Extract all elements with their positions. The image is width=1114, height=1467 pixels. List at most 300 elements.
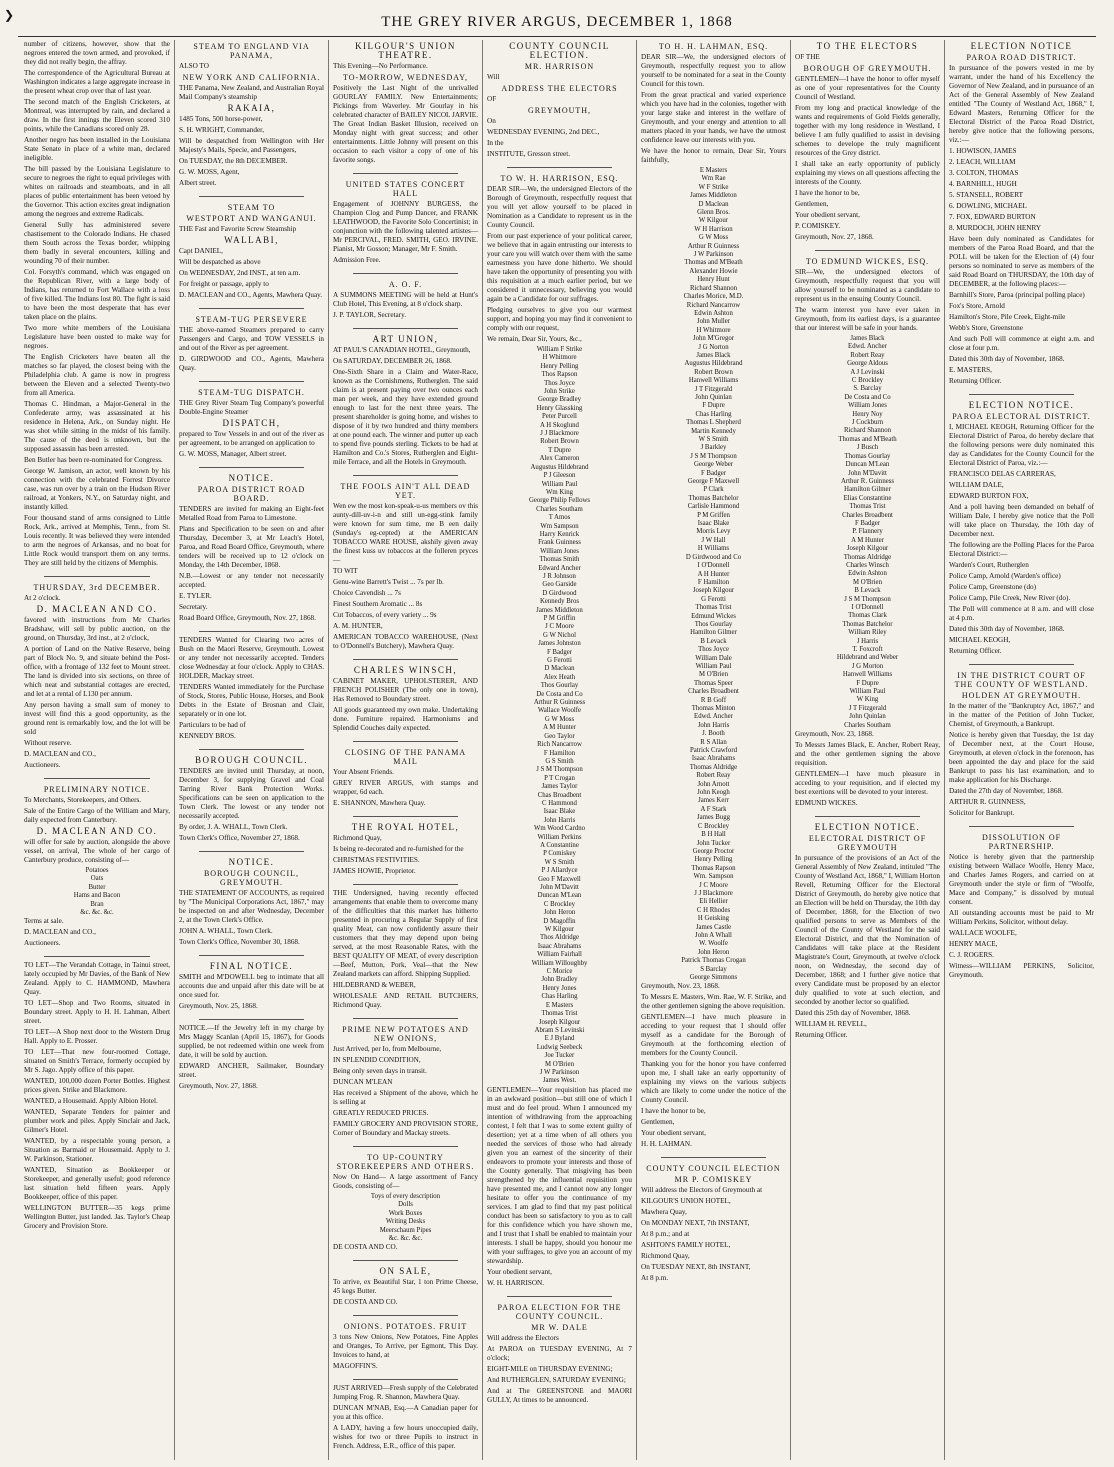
list-item: Police Camp, Pile Creek, New River (do). xyxy=(949,594,1071,602)
list-item: Arthur R Guinness xyxy=(687,242,740,250)
list-item: P T Crogan xyxy=(544,774,575,782)
list-item: Ludwig Seebeck xyxy=(536,1043,583,1051)
ad-signature: Returning Officer. xyxy=(949,647,1002,655)
column-1 xyxy=(20,40,174,1460)
ad-heading: KILGOUR'S UNION THEATRE. xyxy=(355,41,456,60)
list-item: Thos Gourlay xyxy=(694,620,733,628)
ship-name: RAKAIA, xyxy=(227,103,276,113)
ad-line: GREATLY REDUCED PRICES. xyxy=(333,1109,429,1117)
ad-signature: J. P. TAYLOR, Secretary. xyxy=(333,311,407,319)
list-item: J W Parkinson xyxy=(539,1068,580,1076)
list-item: D Girdwood xyxy=(542,589,577,597)
ad-steam-panama xyxy=(179,40,324,190)
ad-line: I have the honor to be, xyxy=(795,189,860,197)
list-item: G W Moss xyxy=(698,234,729,242)
list-item: Joseph Kilgour xyxy=(692,587,735,595)
ad-subheading: ADDRESS THE ELECTORS xyxy=(501,84,618,93)
news-paragraph: The English Cricketers have beaten all the matches so far played, the closest being with the Philadelphia club. A game is now in progress between the Eleven and a selected Twenty-two from all America. xyxy=(24,353,170,397)
ad-signature: P. COMISKEY. xyxy=(795,222,841,230)
ad-signature: MAGOFFIN'S. xyxy=(333,1362,378,1371)
list-item: C Hammond xyxy=(542,799,577,807)
classified-ad: WANTED, by a respectable young person, a Situation as Barmaid or Housemaid. Apply to J. W. Parkinson, Stationer. xyxy=(24,1137,170,1164)
divider xyxy=(199,749,304,750)
list-item: Henry Jones xyxy=(542,984,577,992)
divider xyxy=(507,1296,612,1297)
ad-line: Is being re-decorated and re-furnished for the xyxy=(333,845,464,853)
classified-ads xyxy=(24,961,170,1233)
list-item: J C Moore xyxy=(545,623,574,631)
list-item: James Middleton xyxy=(690,192,737,200)
list-item: William Paul xyxy=(695,662,732,670)
ad-heading: PAROA ELECTION FOR THE COUNTY COUNCIL. xyxy=(497,1302,622,1321)
list-item: G Ferotti xyxy=(701,595,726,603)
list-item: G S Smith xyxy=(545,757,574,765)
ad-body: TENDERS Wanted immediately for the Purchase of Stock, Stores, Public House, Horses, and Book Debts in the Estate of Brosnan and Clair, separately or in one lot. xyxy=(179,683,324,718)
classified-ad: WELLINGTON BUTTER—35 kegs prime Wellington Butter, just landed. Jas. Taylor's Cheap Grocery and Provision Store. xyxy=(24,1204,170,1231)
ad-tug-persevere xyxy=(179,313,324,375)
list-item: Oats xyxy=(90,875,104,883)
ad-heading: NOTICE. xyxy=(228,857,275,867)
list-item: Hanwell Williams xyxy=(842,671,893,679)
ad-body: GENTLEMEN—I have much pleasure in acceding to your request that I should offer myself as a candidate for the Borough of Greymouth at the forthcoming election of members for the County Council. xyxy=(641,1013,786,1058)
ad-line: Your Absent Friends. xyxy=(333,768,394,776)
list-item: William Paul xyxy=(541,480,578,488)
list-item: Charles Morice, M.D. xyxy=(683,293,744,301)
list-item: Robert Reay xyxy=(850,351,885,359)
ad-signature: W. H. HARRISON. xyxy=(487,1278,545,1287)
ad-body: THE Undersigned, having recently effected arrangements that enable them to overcome many of the difficulties that this market has hitherto presented in procuring a Regular Supply of first quality Meat, can now confidently assure their customers that they may depend upon being served, at the most Reasonable Rates, with the BEST QUALITY OF MEAT, of every description—Beef, Mutton, Pork, Veal—that the New Zealand markets can afford. Shipping Supplied. xyxy=(333,889,478,978)
list-item: J. Booth xyxy=(702,730,725,738)
list-item: T Dupre xyxy=(548,446,571,454)
ad-line: At PAROA on TUESDAY EVENING, At 7 o'clock; xyxy=(487,1344,632,1362)
ad-body: TENDERS Wanted for Clearing two acres of Bush on the Maori Reserve, Greymouth. Lowest or any tender not necessarily accepted. Tenders close Wednesday at four o'clock. Apply to CHAS. HOLDER, Mackay street. xyxy=(179,636,324,680)
price-line: Genu-wine Barrett's Twist ... 7s per lb. xyxy=(333,578,444,586)
ad-line: S. H. WRIGHT, Commander, xyxy=(179,126,265,134)
ad-line: On WEDNESDAY, 2nd INST., at ten a.m. xyxy=(179,269,301,277)
election-notice-paroa-road xyxy=(949,40,1094,388)
ad-signature: DUNCAN M'LEAN xyxy=(333,1078,393,1086)
news-paragraph: Four thousand stand of arms consigned to Little Rock, Ark., arrived at Memphis, Tenn., from St. Louis recently. It was believed they were intended to arm the negroes of Arkansas, and no boat for Little Rock would transport them on any terms. They are still held by the citizens of Memphis. xyxy=(24,514,170,567)
list-item: Kennedy Bros xyxy=(539,598,580,606)
preliminary-notice xyxy=(24,783,170,950)
list-item: Isaac Abrahams xyxy=(691,755,736,763)
ad-line: Your obedient servant, xyxy=(795,211,860,219)
list-item: Charles Broadbent xyxy=(688,688,739,696)
ad-subheading: TO-MORROW, WEDNESDAY, xyxy=(342,73,469,82)
address-comiskey xyxy=(795,40,940,244)
ad-line: CHRISTMAS FESTIVITIES. xyxy=(333,856,420,864)
list-item: Augustus Hildebrand xyxy=(684,360,743,368)
divider xyxy=(44,576,150,577)
list-item: John M'Davitt xyxy=(848,469,887,477)
ad-heading: COUNTY COUNCIL ELECTION xyxy=(646,1164,781,1174)
list-item: Police Camp, Arnold (Warden's office) xyxy=(949,572,1061,580)
ad-heading: NOTICE. xyxy=(228,473,275,483)
divider xyxy=(353,1315,458,1316)
ad-body: DEAR SIR—We, the undersigned electors of Greymouth, respectfully request you to allow yourself to be nominated for a seat in the County Council for this town. xyxy=(641,53,786,88)
ad-line: Richmond Quay, xyxy=(641,1252,690,1261)
list-item: Work Boxes xyxy=(388,1209,423,1217)
ad-body: Witness—WILLIAM PERKINS, Solicitor, Greymouth. xyxy=(949,962,1094,979)
list-item: Warden's Court, Rutherglen xyxy=(949,561,1029,569)
ad-place: Greymouth, Nov. 27, 1868. xyxy=(795,233,874,241)
list-item: Wm Rae xyxy=(701,175,726,183)
ad-place: Dated this 30th day of November, 1868. xyxy=(949,355,1065,363)
ad-line: INSTITUTE, Gresson street. xyxy=(487,150,571,158)
list-item: Robert Brown xyxy=(540,438,579,446)
auction-body: will offer for sale by auction, alongside the above vessel, on arrival, The whole of her cargo of Canterbury produce, consisting of— xyxy=(24,838,170,864)
list-item: Morris Levy xyxy=(696,528,731,536)
list-item: D Magoffin xyxy=(543,917,576,925)
list-item: W F Strike xyxy=(698,183,729,191)
dissolution-notice xyxy=(949,831,1094,982)
ad-line: In the xyxy=(487,139,504,147)
ad-place: Town Clerk's Office, November 30, 1868. xyxy=(179,938,300,946)
list-item: Abram S Levinski xyxy=(534,1026,585,1034)
price-line: Choice Cavendish ... 7s xyxy=(333,589,401,597)
ad-line: AMERICAN TOBACCO WAREHOUSE, (Next to O'Donnell's Butchery), Mawhera Quay. xyxy=(333,633,478,650)
list-item: Thomas and M'Beath xyxy=(838,435,897,443)
list-item: W S Smith xyxy=(698,436,729,443)
list-item: Thomas and M'Beath xyxy=(684,259,743,267)
list-item: William Dale xyxy=(695,654,732,662)
ad-line: Capt DANIEL, xyxy=(179,247,223,255)
list-item: P M Griffin xyxy=(543,615,576,622)
list-item: T Amos xyxy=(548,514,571,522)
divider xyxy=(353,1260,458,1261)
ad-body: The Poll will commence at 8 a.m. and will close at 4 p.m. xyxy=(949,605,1094,622)
ad-line: Richmond Quay, xyxy=(333,834,382,842)
news-paragraph: George W. Jamison, an actor, well known by his connection with the celebrated Forrest Divorce case, was run over by a train on the Hudson River railroad, at Yonkers, N.Y., on Saturday night, and instantly killed. xyxy=(24,467,170,511)
list-item: 1. HOWISON, JAMES xyxy=(949,147,1017,155)
ad-body: THE above-named Steamers prepared to carry Passengers and Cargo, and TOW VESSELS in and out of the River as per agreement. xyxy=(179,326,324,352)
list-item: Meerschaum Pipes xyxy=(379,1226,432,1234)
signer-list xyxy=(641,167,786,982)
ad-line: At 8 p.m.; and at xyxy=(641,1230,690,1239)
ad-signature: G. W. MOSS, Manager, Albert street. xyxy=(179,450,287,458)
preliminary-heading: PRELIMINARY NOTICE. xyxy=(43,785,151,794)
ad-art-union xyxy=(333,333,478,469)
list-item: Thomas Aldridge xyxy=(843,553,892,561)
list-item: Peter Purcell xyxy=(542,413,577,421)
news-paragraph: The second match of the English Cricketers, at Montreal, was interrupted by rain, and declared a draw. In the first innings the Eleven scored 310 points, while the Canadians scored only 28. xyxy=(24,98,170,133)
list-item: Rich Nancarrow xyxy=(537,741,582,749)
list-item: B Levack xyxy=(854,587,881,595)
ad-body: GENTLEMEN—I have much pleasure in acceding to your requisition, and if elected my best exertions will be devoted to your interest. xyxy=(795,770,940,797)
ad-heading: THE FOOLS AIN'T ALL DEAD YET. xyxy=(340,482,471,500)
ad-body: One-Sixth Share in a Claim and Water-Race, known as the Cornishmens, Rutherglen. The said claim is at present paying over two ounces each man per week, and they have extended ground enough to last for the next three years. The present shareholder is going home, and wishes to dispose of it by two hundred and thirty members at one pound each. The winner and putter up each to spend five pounds sterling. Tickets to be had at Hamilton and Co.'s Stores, Rutherglen and Eight-mile Terrace, and all the Hotels in Greymouth. xyxy=(333,368,478,466)
ad-line: Will be despatched as above xyxy=(179,258,261,266)
list-item: Robert Reay xyxy=(696,772,731,780)
news-paragraph: Another negro has been installed in the Louisiana State Senate in place of a white man, declared ineligible. xyxy=(24,136,170,162)
ad-signature: MICHAEL KEOGH, xyxy=(949,636,1011,644)
classified-ad: WANTED, Separate Tenders for painter and plumber work and piles. Apply Sinclair and Jack, Gilmer's Hotel. xyxy=(24,1108,170,1135)
ad-signature: KENNEDY BROS. xyxy=(179,732,236,740)
list-item: F Badger xyxy=(700,469,727,477)
ad-line: Admission Free. xyxy=(333,256,381,264)
auction-invest: Any person having a small sum of money to invest will find this a good opportunity, as the ground rent is remarkably low, and the lot will be sold xyxy=(24,701,170,736)
divider xyxy=(44,956,150,957)
ad-heading: TO EDMUND WICKES, ESQ. xyxy=(805,257,930,266)
ad-panama-mail xyxy=(333,746,478,810)
list-item: A H Skoglund xyxy=(540,421,579,429)
list-item: Chas Harling xyxy=(695,410,732,418)
ad-subheading: PAROA ROAD DISTRICT. xyxy=(966,53,1077,62)
list-item: J S M Thompson xyxy=(536,766,583,774)
list-item: J G Norton xyxy=(698,343,729,351)
list-item: P. Flannery xyxy=(852,528,883,536)
list-item: G W Nichol xyxy=(543,631,576,639)
ad-body: THE Panama, New Zealand, and Australian Royal Mail Company's steamship xyxy=(179,84,324,101)
list-item: Edmund Wickes xyxy=(691,612,736,620)
list-item: Alexander Howie xyxy=(689,267,738,275)
list-item: E J Byland xyxy=(544,1035,575,1043)
list-item: Edward Ancher xyxy=(538,564,581,572)
ad-line: We have the honor to remain, Dear Sir, Yours faithfully, xyxy=(641,147,786,164)
list-item: George Aldous xyxy=(847,360,888,368)
ad-line: At 8 p.m. xyxy=(641,1274,669,1283)
ad-signature: Albert street. xyxy=(179,179,217,187)
list-item: James West. xyxy=(542,1077,577,1085)
ad-signature: D. GIRDWOOD and CO., Agents, Mawhera Quay. xyxy=(179,355,324,372)
ad-line: TO WIT xyxy=(333,567,358,575)
ad-line: 3 tons New Onions, New Potatoes, Fine Apples and Oranges, To Arrive, per Egmont, This Day. Invoices to hand, at xyxy=(333,1333,478,1360)
ad-signature: By order, J. A. WHALL, Town Clerk. xyxy=(179,823,288,831)
list-item: Martin Kennedy xyxy=(691,427,736,435)
list-item: D Girdwood and Co xyxy=(685,553,742,561)
auction-heading: D. MACLEAN AND CO. xyxy=(36,604,158,614)
ad-line: EIGHT-MILE on THURSDAY EVENING; xyxy=(487,1364,613,1373)
list-item: Thos Joyce xyxy=(698,646,729,654)
list-item: P Comiskey xyxy=(543,850,576,858)
ad-aof xyxy=(333,278,478,322)
ad-body: All goods guaranteed my own make. Undertaking done. Furniture repaired. Harmoniums and Splendid Couches daily expected. xyxy=(333,706,478,732)
ad-subheading: MR. HARRISON xyxy=(524,62,595,71)
list-item: W S Smith xyxy=(544,858,575,866)
list-item: R S Allan xyxy=(700,738,727,746)
list-item: F Badger xyxy=(854,519,881,527)
list-item: William Jones xyxy=(540,547,579,555)
ad-line: Your obedient servant, xyxy=(641,1129,706,1138)
requisition-wickes xyxy=(795,255,940,810)
list-item: Dolls xyxy=(398,1201,413,1209)
list-item: Thos Aldridge xyxy=(539,934,580,942)
list-item: Elias Constantine xyxy=(843,494,892,502)
requisition-lahman xyxy=(641,40,786,1151)
signer-list xyxy=(487,346,632,1086)
ad-heading: BOROUGH COUNCIL. xyxy=(194,755,308,765)
ad-theatre xyxy=(333,40,478,167)
ad-line: And at The GREENSTONE and MAORI GULLY, At times to be announced. xyxy=(487,1386,632,1404)
divider xyxy=(199,467,304,468)
list-item: Henry Noy xyxy=(852,410,883,418)
list-item: F Hamilton xyxy=(697,578,730,586)
list-item: Edwin Ashton xyxy=(848,570,887,578)
auction-signature: D. MACLEAN and CO., xyxy=(24,750,96,758)
list-item: James Bugg xyxy=(696,814,731,822)
ad-heading: ELECTION NOTICE. xyxy=(968,400,1075,410)
ad-subheading: PAROA DISTRICT ROAD BOARD. xyxy=(197,485,306,503)
list-item: E Masters xyxy=(699,167,728,174)
list-item: J T Fitzgerald xyxy=(848,704,887,712)
price-line: Finest Southern Aromatic ... 8s xyxy=(333,600,423,608)
list-item: H Geisking xyxy=(697,915,730,923)
sale-date: THURSDAY, 3rd DECEMBER. xyxy=(33,583,161,592)
list-item: 6. DOWLING, MICHAEL xyxy=(949,202,1027,210)
ad-heading: TO H. H. LAHMAN, ESQ. xyxy=(658,42,769,51)
ad-tug-dispatch xyxy=(179,386,324,461)
ad-butchers xyxy=(333,889,478,1012)
ad-body: Pledging ourselves to give you our warmest support, and hoping you may find it convenient to comply with our request, xyxy=(487,306,632,332)
list-item: John Strike xyxy=(544,388,575,396)
ad-heading: TO THE ELECTORS xyxy=(816,41,919,51)
ad-body: From my long and practical knowledge of the wants and requirements of Gold Fields generally, together with my long residence in Westland, I believe I am fully qualified to assist in devising schemes to develope the truly magnificent resources of the Grey district. xyxy=(795,104,940,157)
list-item: Hildebrand and Weber xyxy=(836,654,899,662)
ad-body: THE Grey River Steam Tug Company's powerful Double-Engine Steamer xyxy=(179,399,324,416)
auction-land: A portion of Land on the Native Reserve, being part of Block No. 9, and situate behind the Post-office, with a frontage of 132 feet to Mount street. The land is divided into six sections, on three of which neat and substantial cottages are erected, and let at a rental of L130 per annum. xyxy=(24,645,170,698)
ad-line: KILGOUR'S UNION HOTEL, xyxy=(641,1197,731,1206)
ad-body: In pursuance of the powers vested in me by warrant, under the hand of his Excellency the Governor of New Zealand, and in pursuance of an Act of the General Assembly of New Zealand entitled "The County of Westland Act, 1868," I, Edward Masters, Returning Officer for the Electoral District of the Paroa Road District, hereby give notice that the following persons, viz.:— xyxy=(949,64,1094,144)
ad-onions xyxy=(333,1320,478,1373)
ad-body: Notice is hereby given that Tuesday, the 1st day of December next, at the Court House, Greymouth, at eleven o'clock in the forenoon, has been appointed the day and place for the said Bankrupt to pass his last examination, and to make application for his Discharge. xyxy=(949,731,1094,784)
ad-body: DUNCAN M'NAB, Esq.—A Canadian paper for you at this office. xyxy=(333,1404,478,1422)
ad-subheading: NEW YORK AND CALIFORNIA. xyxy=(182,73,321,82)
divider xyxy=(353,273,458,274)
ad-body: To Messrs James Black, E. Ancher, Robert Reay, and the other gentlemen signing the above requisition. xyxy=(795,741,940,768)
list-item: Thomas Gourlay xyxy=(844,452,891,460)
ad-signature: HILDEBRAND & WEBER, xyxy=(333,981,416,989)
list-item: F Dupre xyxy=(856,679,879,687)
list-item: Arthur R Guinness xyxy=(533,699,586,707)
list-item: Augustus Hildebrand xyxy=(530,463,589,471)
list-item: James Black xyxy=(850,335,885,342)
list-item: &c. &c. &c. xyxy=(388,1235,423,1243)
ad-heading: STEAM TO ENGLAND VIA PANAMA, xyxy=(193,42,310,60)
list-item: Geo Taylor xyxy=(544,732,575,740)
list-item: Charles Southam xyxy=(844,721,891,729)
ad-body: In pursuance of the provisions of an Act of the General Assembly of New Zealand, intituled "The County of Westland Act, 1868," I, William Horton Revell, Returning Officer for the Electoral District of Greymouth, do hereby give notice that an Election will be held on Thursday, the 10th day of December, 1868, for the Election of two qualified persons to serve as Members of the Council of the County of Westland for the said Electoral District, and that the Nomination of Candidates will take place at the Resident Magistrate's Court, Greymouth, at twelve o'clock noon, on Wednesday, the second day of December, 1868; and I further give notice that every Candidate must be proposed by an elector duly qualified to vote at such election, and seconded by another lector so qualified. xyxy=(795,854,940,1007)
auction-body: favored with instructions from Mr Charles Bradshaw, will sell by public auction, on the ground, on Thursday, 3rd inst., at 2 o'clock, xyxy=(24,616,170,642)
list-item: Frank Guinness xyxy=(538,539,581,547)
list-item: William Fairhall xyxy=(537,951,582,959)
list-item: Hamilton's Store, Pile Creek, Eight-mile xyxy=(949,313,1066,321)
divider xyxy=(353,328,458,329)
ad-concert-hall xyxy=(333,178,478,267)
list-item: D Maclean xyxy=(544,665,575,673)
ad-signature: E. MASTERS, xyxy=(949,366,992,374)
divider xyxy=(199,955,304,956)
ad-body: All outstanding accounts must be paid to Mr William Perkins, Solicitor, without delay. xyxy=(949,909,1094,926)
list-item: R B Goff xyxy=(700,696,727,704)
preliminary-body: Sale of the Entire Cargo of the William and Mary, daily expected from Canterbury. xyxy=(24,807,170,824)
ad-heading: DISSOLUTION OF PARTNERSHIP. xyxy=(981,833,1062,851)
divider xyxy=(969,664,1074,665)
ad-subheading: BOROUGH COUNCIL, GREYMOUTH. xyxy=(203,869,300,887)
list-item: Wallace Woolfe xyxy=(537,707,582,715)
ad-heading: ELECTION NOTICE xyxy=(970,41,1073,51)
list-item: Charles Broadbent xyxy=(842,511,893,519)
list-item: Hamilton Gilmer xyxy=(844,486,891,494)
list-item: Edwin Ashton xyxy=(694,309,733,317)
list-item: 5. STANSELL, ROBERT xyxy=(949,191,1024,199)
list-item: F Dupre xyxy=(702,402,725,410)
ad-heading: PRIME NEW POTATOES AND NEW ONIONS, xyxy=(342,1025,469,1043)
list-item: 3. COLTON, THOMAS xyxy=(949,169,1019,177)
list-item: 4. BARNHILL, HUGH xyxy=(949,180,1017,188)
list-item: Webb's Store, Greenstone xyxy=(949,324,1023,332)
divider xyxy=(969,394,1074,395)
ad-heading: STEAM TO xyxy=(227,203,276,212)
list-item: Glenn Bros. xyxy=(697,209,730,217)
ad-up-country xyxy=(333,1151,478,1254)
column-6 xyxy=(790,40,944,1460)
ad-signature: G. W. MOSS, Agent, xyxy=(179,168,240,176)
ad-steam-westport xyxy=(179,201,324,302)
list-item: Charles Southam xyxy=(536,505,583,513)
ad-line: OF THE xyxy=(795,53,820,61)
ad-body: NOTICE.—If the Jewelry left in my charge by Mrs Maggy Scanlan (April 15, 1867), for Goods supplied, be not redeemed within one week from date, it will be sold by auction. xyxy=(179,1024,324,1059)
list-item: Henry Glassking xyxy=(536,404,583,412)
auction-signature: D. MACLEAN and CO., xyxy=(24,928,96,937)
masthead: THE GREY RIVER ARGUS, DECEMBER 1, 1868 xyxy=(381,14,733,30)
list-item: J C Moore xyxy=(699,881,728,889)
divider xyxy=(353,1146,458,1147)
list-item: Henry Pelling xyxy=(540,362,579,370)
divider xyxy=(353,741,458,742)
list-item: Bran xyxy=(90,900,104,908)
list-item: I O'Donnell xyxy=(697,562,730,570)
list-item: A Constantine xyxy=(540,841,579,849)
list-item: Writing Desks xyxy=(385,1218,426,1226)
ad-line: Mawhera Quay, xyxy=(641,1208,687,1217)
list-item: P Clark xyxy=(703,486,724,494)
list-item: D Maclean xyxy=(698,200,729,208)
ad-signature: JAMES HOWIE, Proprietor. xyxy=(333,867,416,875)
ad-line: ASHTON'S FAMILY HOTEL, xyxy=(641,1241,731,1250)
column-5 xyxy=(636,40,790,1460)
list-item: James Castle xyxy=(695,923,732,931)
list-item: George Philip Fellows xyxy=(528,497,591,505)
list-item: T. Foxcroft xyxy=(852,646,883,654)
ad-body: And such Poll will commence at eight a.m. and close at four p.m. xyxy=(949,335,1094,352)
divider xyxy=(353,173,458,174)
list-item: Edwd. Ancher xyxy=(694,713,733,721)
list-item: William Jones xyxy=(848,402,887,410)
ad-line: Particulars to be had of xyxy=(179,721,246,729)
ad-heading: TO UP-COUNTRY STOREKEEPERS AND OTHERS. xyxy=(336,1153,475,1171)
ad-signature: Solicitor for Bankrupt. xyxy=(949,809,1015,817)
list-item: G W Moss xyxy=(544,715,575,723)
list-item: James Kerr xyxy=(698,797,729,805)
ad-body: Have been duly nominated as Candidates for members of the Paroa Road Board, and that the POLL will be taken for the Election of (4) four persons so nominated to serve as members of the said Road Board on THURSDAY, the 10th day of DECEMBER, at the following places:— xyxy=(949,235,1094,288)
goods-list xyxy=(333,1193,478,1243)
ad-line: I have the honor to be, xyxy=(641,1107,706,1116)
ad-jewelry xyxy=(179,1024,324,1093)
ad-signature: EDWARD ANCHER, Sailmaker, Boundary street. xyxy=(179,1062,324,1079)
list-item: Thomas Trist xyxy=(849,503,886,511)
list-item: Edwd. Ancher xyxy=(848,343,887,351)
divider xyxy=(815,250,920,251)
ad-small-notices xyxy=(333,1384,478,1453)
ad-body: A SUMMONS MEETING will be held at Hunt's Club Hotel, This Evening, at 8 o'clock sharp. xyxy=(333,291,478,308)
ad-comiskey-meeting xyxy=(641,1162,786,1285)
ad-line: To arrive, ex Beautiful Star, 1 ton Prime Cheese, 45 kegs Butter. xyxy=(333,1278,478,1296)
ad-body: Positively the Last Night of the unrivalled GOURLAY FAMILY. New Entertainments; Pickings from Waverley. Mr Gourlay in his celebrated character of BAILEY NICOL JARVIE. The Great Indian Basket Illusion, received on Monday night with great success; and other entertainments. Little Johnny will present on this occasion to each visitor a copy of one of his favorite songs. xyxy=(333,84,478,164)
divider xyxy=(353,1379,458,1380)
auction-signature-role: Auctioneers. xyxy=(24,939,61,948)
list-item: Charles Winsch xyxy=(846,561,889,569)
ad-signature: WILLIAM H. REVELL, xyxy=(795,1020,867,1029)
